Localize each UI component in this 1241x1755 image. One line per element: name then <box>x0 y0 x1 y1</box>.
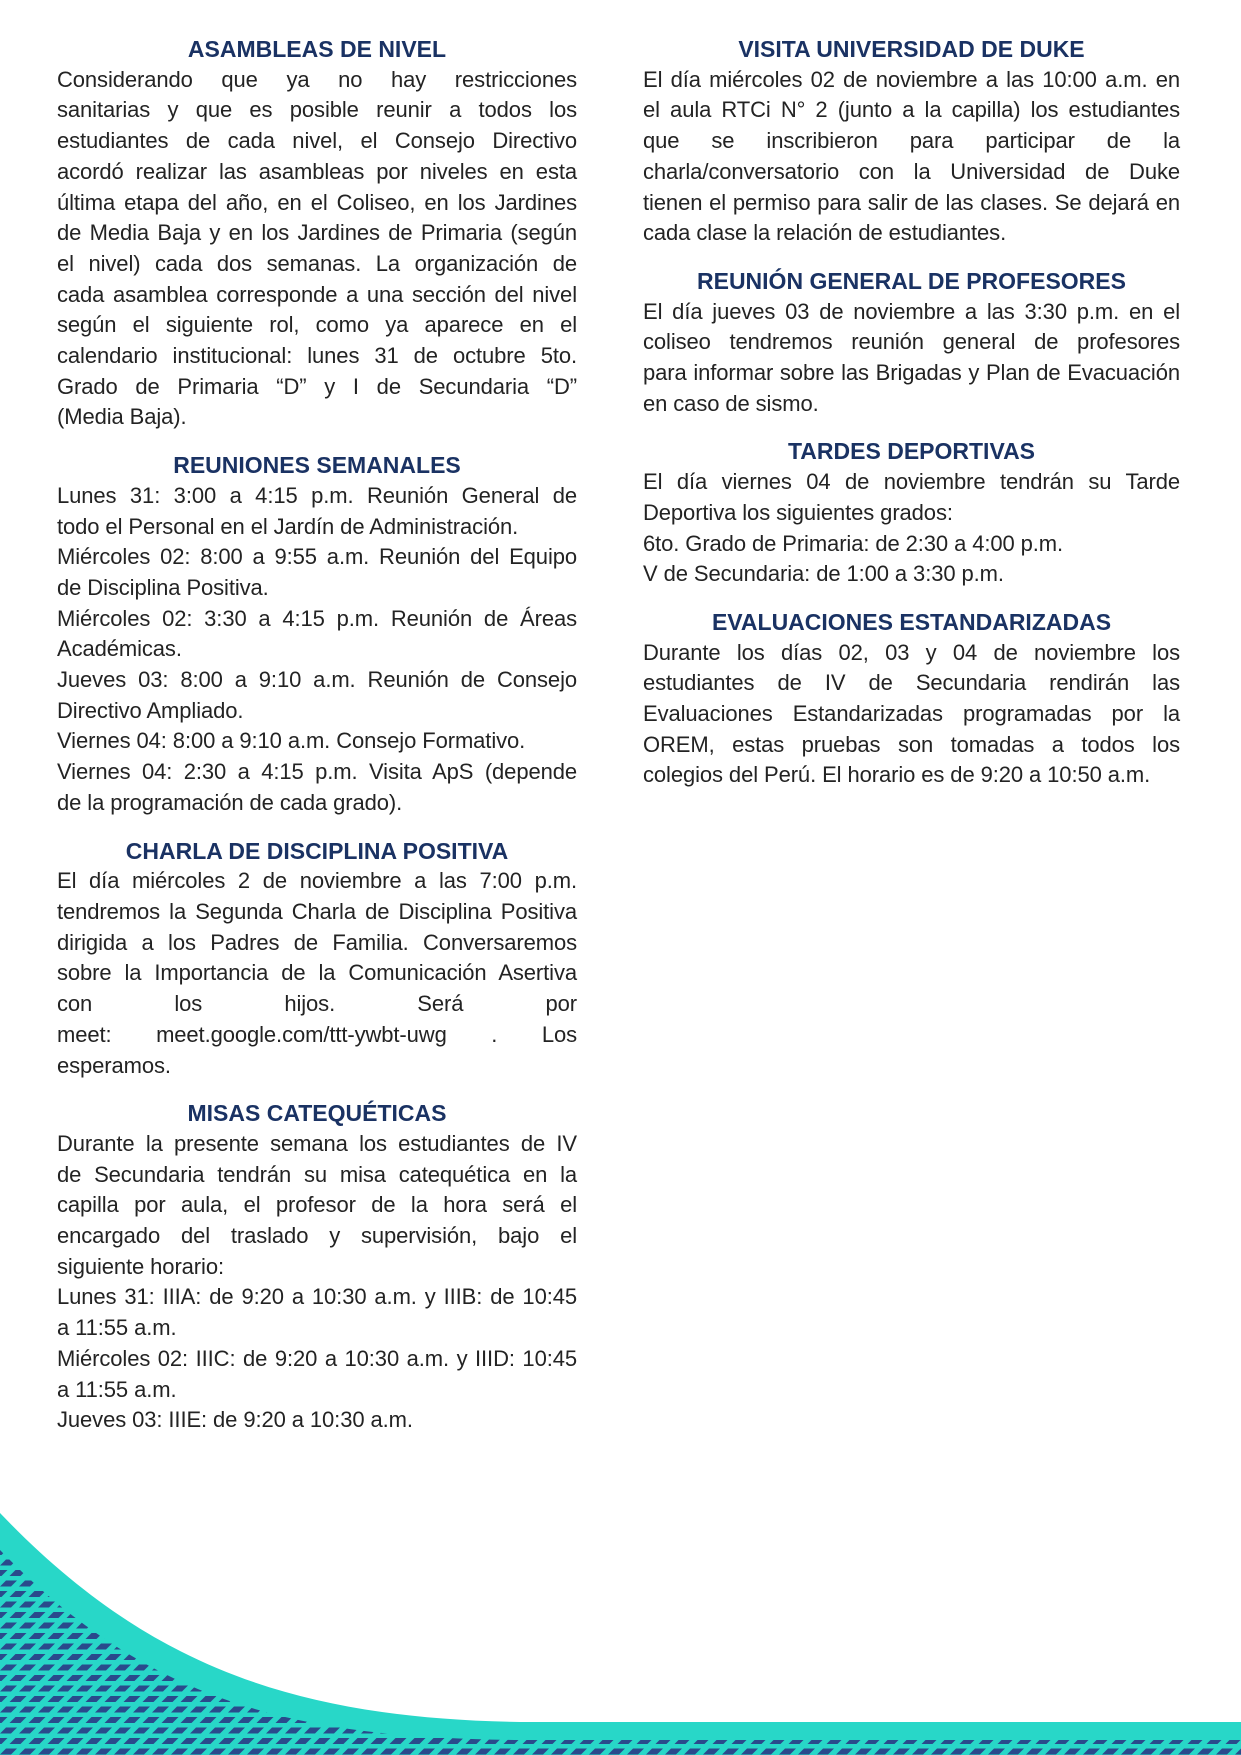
section-asambleas-de-nivel <box>57 34 577 433</box>
text-line: todo el Personal en el Jardín de Administración. <box>57 513 519 539</box>
paragraph <box>57 757 577 818</box>
text-line: Durante los días 02, 03 y 04 de noviembre los <box>643 639 1180 665</box>
right-column <box>643 34 1180 1453</box>
section-title-tardes-deportivas: TARDES DEPORTIVAS <box>787 438 1036 465</box>
section-reunion-general-de-profesores <box>643 266 1180 420</box>
section-visita-universidad-de-duke <box>643 34 1180 249</box>
text-line: en caso de sismo. <box>643 390 819 416</box>
text-line: Miércoles 02: 3:30 a 4:15 p.m. Reunión de Áreas <box>57 605 577 631</box>
paragraph <box>643 467 1180 528</box>
text-line: El día jueves 03 de noviembre a las 3:30 p.m. en el <box>643 298 1180 324</box>
text-line: a 11:55 a.m. <box>57 1315 177 1341</box>
text-line: capilla por aula, el profesor de la hora será el <box>57 1192 577 1218</box>
text-line: cada clase la relación de estudiantes. <box>643 220 1007 246</box>
text-line: Considerando que ya no hay restricciones <box>57 66 577 92</box>
text-line: para informar sobre las Brigadas y Plan de Evacuación <box>643 360 1180 386</box>
text-line: que se inscribieron para participar de la <box>643 128 1180 154</box>
text-line: Viernes 04: 2:30 a 4:15 p.m. Visita ApS (depende <box>57 759 577 785</box>
text-line: V de Secundaria: de 1:00 a 3:30 p.m. <box>643 561 1004 587</box>
section-title-reuniones-semanales: REUNIONES SEMANALES <box>173 452 461 479</box>
text-line: de Disciplina Positiva. <box>57 574 269 600</box>
text-line: tienen el permiso para salir de las clases. Se dejará en <box>643 189 1180 215</box>
text-line: de Secundaria tendrán su misa catequética en la <box>57 1161 577 1187</box>
section-misas-catequeticas <box>57 1098 577 1436</box>
paragraph <box>643 638 1180 792</box>
text-line: Grado de Primaria “D” y I de Secundaria “D” <box>57 373 577 399</box>
text-line: estudiantes de cada nivel, el Consejo Directivo <box>57 128 577 154</box>
text-line: dirigida a los Padres de Familia. Conversaremos <box>57 929 577 955</box>
text-line: cada asamblea corresponde a una sección del nivel <box>57 281 577 307</box>
text-line: sobre la Importancia de la Comunicación Asertiva <box>57 960 577 986</box>
text-line: sanitarias y que es posible reunir a todos los <box>57 97 577 123</box>
text-line: Lunes 31: 3:00 a 4:15 p.m. Reunión General de <box>57 482 577 508</box>
section-title-asambleas-de-nivel: ASAMBLEAS DE NIVEL <box>187 36 447 62</box>
paragraph <box>57 665 577 726</box>
text-line: Durante la presente semana los estudiantes de IV <box>57 1130 577 1156</box>
text-line: Jueves 03: 8:00 a 9:10 a.m. Reunión de Consejo <box>57 667 577 693</box>
text-line: (Media Baja). <box>57 404 187 430</box>
text-line: meet: meet.google.com/ttt-ywbt-uwg . Los <box>57 1021 577 1047</box>
text-line: El día miércoles 02 de noviembre a las 10:00 a.m. en <box>643 66 1180 92</box>
text-line: OREM, estas pruebas son tomadas a todos los <box>643 731 1180 757</box>
text-line: el nivel) cada dos semanas. La organización de <box>57 250 577 276</box>
section-title-evaluaciones-estandarizadas: EVALUACIONES ESTANDARIZADAS <box>711 608 1112 635</box>
text-line: tendremos la Segunda Charla de Disciplina Positiva <box>57 898 577 924</box>
paragraph <box>643 297 1180 420</box>
paragraph <box>57 542 577 603</box>
text-line: Evaluaciones Estandarizadas programadas por la <box>643 701 1180 727</box>
text-line: Jueves 03: IIIE: de 9:20 a 10:30 a.m. <box>57 1407 413 1433</box>
text-line: siguiente horario: <box>57 1253 224 1279</box>
paragraph <box>643 559 1180 590</box>
section-title-visita-universidad-de-duke: VISITA UNIVERSIDAD DE DUKE <box>738 36 1085 62</box>
text-line: esperamos. <box>57 1052 171 1078</box>
text-line: coliseo tendremos reunión general de profesores <box>643 329 1180 355</box>
text-line: Académicas. <box>57 636 182 662</box>
text-line: Directivo Ampliado. <box>57 697 244 723</box>
paragraph <box>643 65 1180 249</box>
text-line: el aula RTCi N° 2 (junto a la capilla) los estudiantes <box>643 97 1180 123</box>
paragraph <box>57 481 577 542</box>
two-column-content <box>57 34 1180 1453</box>
paragraph <box>57 604 577 665</box>
text-line: última etapa del año, en el Coliseo, en los Jardines <box>57 189 577 215</box>
decorative-corner-swoosh <box>0 1510 1241 1755</box>
section-title-misas-catequeticas: MISAS CATEQUÉTICAS <box>187 1100 447 1127</box>
text-line: estudiantes de IV de Secundaria rendirán las <box>643 670 1180 696</box>
section-title-reunion-general-de-profesores: REUNIÓN GENERAL DE PROFESORES <box>697 267 1126 294</box>
text-line: Deportiva los siguientes grados: <box>643 499 953 525</box>
text-line: El día viernes 04 de noviembre tendrán su Tarde <box>643 469 1180 495</box>
section-tardes-deportivas <box>643 436 1180 590</box>
text-line: charla/conversatorio con la Universidad de Duke <box>643 158 1180 184</box>
section-title-charla-de-disciplina-positiva: CHARLA DE DISCIPLINA POSITIVA <box>125 837 509 864</box>
paragraph <box>57 1129 577 1283</box>
text-line: Miércoles 02: IIIC: de 9:20 a 10:30 a.m. y IIID: 10:45 <box>57 1345 577 1371</box>
text-line: El día miércoles 2 de noviembre a las 7:00 p.m. <box>57 868 577 894</box>
text-line: colegios del Perú. El horario es de 9:20 a 10:50 a.m. <box>643 762 1151 788</box>
section-charla-de-disciplina-positiva <box>57 836 577 1082</box>
paragraph <box>57 726 577 757</box>
text-line: según el siguiente rol, como ya aparece en el <box>57 312 577 338</box>
text-line: encargado del traslado y supervisión, bajo el <box>57 1223 577 1249</box>
paragraph <box>57 1405 577 1436</box>
paragraph <box>57 1282 577 1343</box>
paragraph <box>57 866 577 1081</box>
paragraph <box>57 65 577 433</box>
section-evaluaciones-estandarizadas <box>643 607 1180 791</box>
text-line: Viernes 04: 8:00 a 9:10 a.m. Consejo Formativo. <box>57 728 526 754</box>
text-line: con los hijos. Será por <box>57 991 577 1017</box>
left-column <box>57 34 577 1453</box>
text-line: a 11:55 a.m. <box>57 1376 177 1402</box>
text-line: Lunes 31: IIIA: de 9:20 a 10:30 a.m. y IIIB: de 10:45 <box>57 1284 577 1310</box>
section-reuniones-semanales <box>57 450 577 818</box>
text-line: acordó realizar las asambleas por niveles en esta <box>57 158 577 184</box>
text-line: Miércoles 02: 8:00 a 9:55 a.m. Reunión del Equipo <box>57 544 577 570</box>
text-line: 6to. Grado de Primaria: de 2:30 a 4:00 p.m. <box>643 530 1064 556</box>
text-line: de Media Baja y en los Jardines de Primaria (según <box>57 220 577 246</box>
paragraph <box>57 1344 577 1405</box>
text-line: calendario institucional: lunes 31 de octubre 5to. <box>57 343 577 369</box>
text-line: de la programación de cada grado). <box>57 789 403 815</box>
paragraph <box>643 529 1180 560</box>
